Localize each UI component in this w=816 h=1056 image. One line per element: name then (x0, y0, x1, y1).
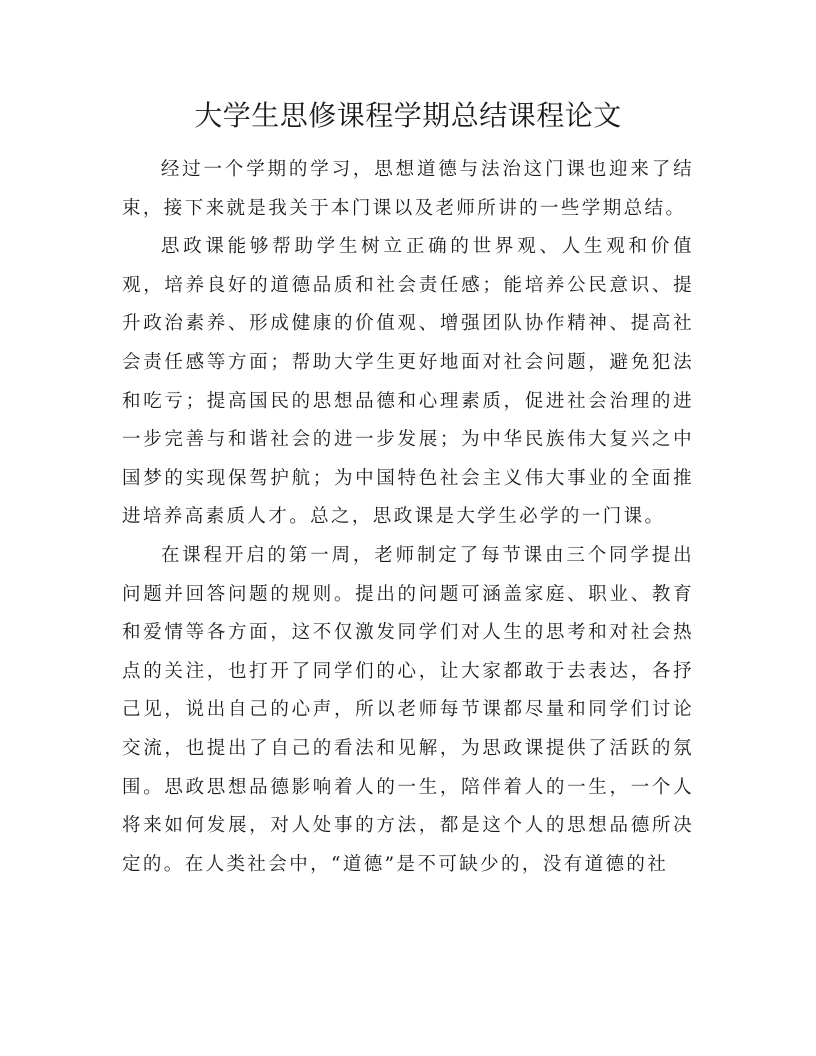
paragraph-class-discussion: 在课程开启的第一周，老师制定了每节课由三个同学提出问题并回答问题的规则。提出的问题可涵盖家庭、职业、教育和爱情等各方面，这不仅激发同学们对人生的思考和对社会热点的关注，也打开了同学们的心，让大家都敢于去表达，各抒己见，说出自己的心声，所以老师每节课都尽量和同学们讨论交流，也提出了自己的看法和见解，为思政课提供了活跃的氛围。思政思想品德影响着人的一生，陪伴着人的一生，一个人将来如何发展，对人处事的方法，都是这个人的思想品德所决定的。在人类社会中，“道德”是不可缺少的，没有道德的社 (122, 544, 694, 875)
document-title: 大学生思修课程学期总结课程论文 (194, 99, 622, 132)
document-body (122, 151, 694, 884)
paragraph-course-value: 思政课能够帮助学生树立正确的世界观、人生观和价值观，培养良好的道德品质和社会责任感；能培养公民意识、提升政治素养、形成健康的价值观、增强团队协作精神、提高社会责任感等方面；帮助大学生更好地面对社会问题，避免犯法和吃亏；提高国民的思想品德和心理素质，促进社会治理的进一步完善与和谐社会的进一步发展；为中华民族伟大复兴之中国梦的实现保驾护航；为中国特色社会主义伟大事业的全面推进培养高素质人才。总之，思政课是大学生必学的一门课。 (122, 236, 694, 528)
paragraph-intro: 经过一个学期的学习，思想道德与法治这门课也迎来了结束，接下来就是我关于本门课以及老师所讲的一些学期总结。 (122, 159, 694, 219)
